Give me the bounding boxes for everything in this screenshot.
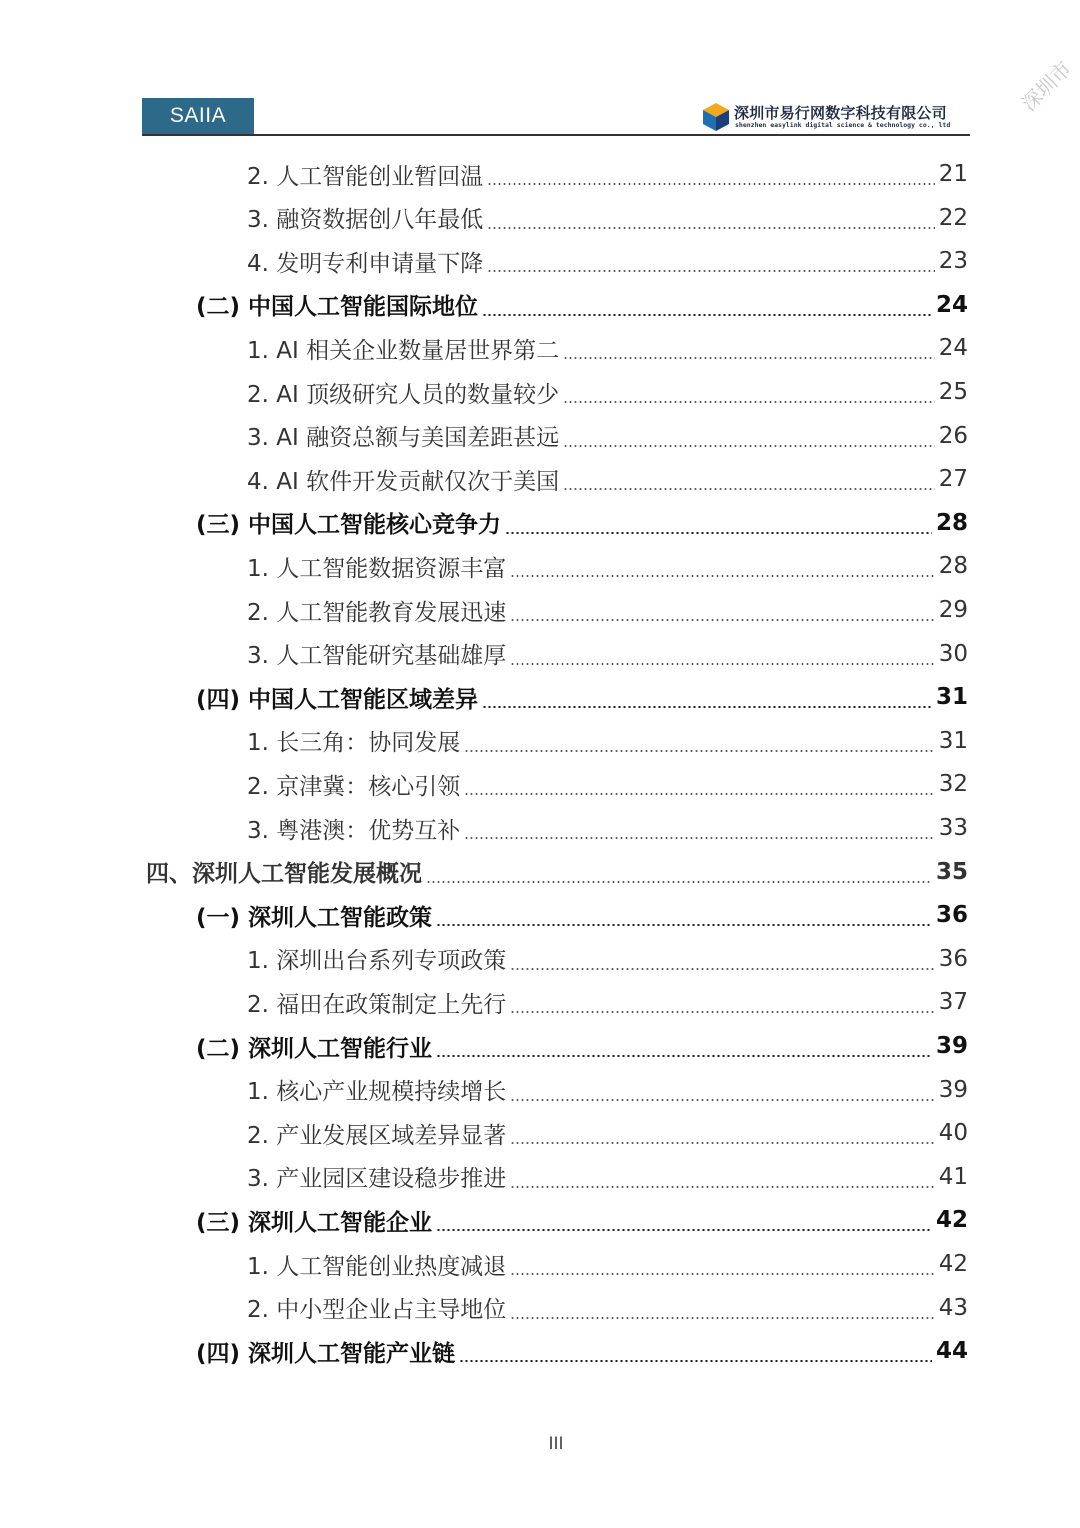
toc-entry[interactable] — [146, 850, 968, 894]
toc-entry-title: 3. 产业园区建设稳步推进 — [247, 1166, 507, 1193]
toc-leader-dots — [464, 793, 934, 795]
toc-entry-page: 42 — [935, 1207, 968, 1234]
toc-leader-dots — [436, 1229, 932, 1231]
toc-entry[interactable] — [247, 719, 968, 763]
toc-entry-page: 39 — [938, 1076, 968, 1103]
toc-entry[interactable] — [247, 937, 968, 981]
toc-entry[interactable] — [247, 457, 968, 501]
toc-entry-page: 25 — [938, 379, 968, 405]
toc-entry-page: 36 — [938, 945, 968, 972]
toc-leader-dots — [482, 706, 932, 708]
toc-entry[interactable] — [247, 196, 968, 240]
company-logo — [700, 100, 972, 134]
toc-entry-page: 42 — [938, 1251, 968, 1277]
toc-entry-page: 31 — [938, 727, 968, 754]
toc-entry-title: 2. 京津冀：核心引领 — [247, 773, 461, 800]
toc-entry-title: (二) 中国人工智能国际地位 — [196, 294, 479, 321]
company-name-en: shenzhen easylink digital science & technology co., ltd — [735, 121, 951, 129]
toc-entry-page: 24 — [938, 335, 968, 362]
toc-entry[interactable] — [247, 370, 968, 414]
toc-entry-title: (四) 中国人工智能区域差异 — [196, 686, 479, 713]
toc-leader-dots — [563, 357, 935, 359]
toc-leader-dots — [510, 1099, 934, 1101]
page-number: III — [548, 1434, 564, 1454]
toc-leader-dots — [510, 1273, 934, 1275]
toc-entry-page: 37 — [938, 989, 968, 1016]
toc-entry-page: 23 — [938, 248, 968, 275]
toc-entry[interactable] — [247, 1286, 968, 1330]
toc-leader-dots — [426, 881, 932, 883]
toc-entry[interactable] — [247, 806, 968, 850]
toc-entry[interactable] — [247, 1242, 968, 1286]
toc-leader-dots — [487, 183, 934, 185]
toc-entry-title: 1. 人工智能创业热度减退 — [247, 1253, 507, 1280]
watermark: 深圳市 — [1016, 56, 1077, 116]
toc-entry-title: 2. 福田在政策制定上先行 — [247, 991, 507, 1018]
toc-entry-page: 28 — [935, 509, 968, 536]
toc-entry-title: 四、深圳人工智能发展概况 — [146, 861, 422, 888]
toc-entry[interactable] — [247, 1111, 968, 1155]
toc-entry[interactable] — [247, 1155, 968, 1199]
toc-leader-dots — [510, 1186, 934, 1188]
toc-entry-title: 3. 人工智能研究基础雄厚 — [247, 643, 507, 670]
toc-entry-title: 2. 中小型企业占主导地位 — [247, 1297, 507, 1324]
toc-entry[interactable] — [196, 1329, 968, 1373]
toc-entry-page: 21 — [938, 161, 968, 187]
toc-leader-dots — [510, 663, 934, 665]
toc-leader-dots — [563, 401, 935, 403]
toc-leader-dots — [510, 575, 934, 577]
toc-entry[interactable] — [196, 893, 968, 937]
toc-entry[interactable] — [247, 1068, 968, 1112]
header-badge: SAIIA — [142, 98, 254, 134]
toc-entry-title: 3. 粤港澳：优势互补 — [247, 817, 461, 844]
toc-entry[interactable] — [247, 239, 968, 283]
toc-entry-page: 24 — [935, 291, 968, 318]
toc-leader-dots — [505, 532, 932, 534]
toc-leader-dots — [510, 1011, 934, 1013]
toc-leader-dots — [563, 445, 935, 447]
toc-entry[interactable] — [247, 152, 968, 196]
toc-entry[interactable] — [196, 501, 968, 545]
toc-leader-dots — [459, 1360, 932, 1362]
toc-entry-title: 4. AI 软件开发贡献仅次于美国 — [247, 468, 560, 495]
cube-logo-icon — [700, 100, 732, 132]
toc-entry-title: (二) 深圳人工智能行业 — [196, 1035, 433, 1062]
toc-entry-page: 31 — [935, 684, 968, 711]
toc-entry-page: 33 — [938, 815, 968, 841]
toc-entry-title: 1. 长三角：协同发展 — [247, 730, 461, 757]
header-rule — [142, 134, 970, 136]
toc-entry-title: 1. 人工智能数据资源丰富 — [247, 555, 507, 582]
toc-leader-dots — [436, 1055, 932, 1057]
toc-entry-page: 40 — [938, 1120, 968, 1147]
toc-entry-page: 22 — [938, 204, 968, 231]
toc-leader-dots — [563, 488, 935, 490]
toc-entry[interactable] — [247, 588, 968, 632]
toc-entry-title: 1. 核心产业规模持续增长 — [247, 1079, 507, 1106]
toc-entry[interactable] — [196, 675, 968, 719]
toc-entry-page: 27 — [938, 466, 968, 493]
toc-entry-page: 39 — [935, 1033, 968, 1059]
toc-entry-title: 2. 人工智能创业暂回温 — [247, 163, 484, 190]
toc-leader-dots — [487, 227, 934, 229]
toc-entry-page: 36 — [935, 902, 968, 929]
toc-entry-page: 44 — [935, 1338, 968, 1365]
toc-entry-title: 3. AI 融资总额与美国差距甚远 — [247, 425, 560, 452]
toc-entry[interactable] — [247, 762, 968, 806]
toc-entry-title: (四) 深圳人工智能产业链 — [196, 1340, 456, 1367]
toc-entry-title: 1. AI 相关企业数量居世界第二 — [247, 337, 560, 364]
toc-entry[interactable] — [196, 1198, 968, 1242]
company-name: 深圳市易行网数字科技有限公司 — [734, 104, 947, 122]
toc-entry-page: 28 — [938, 553, 968, 580]
toc-entry-page: 32 — [938, 771, 968, 798]
toc-entry-title: 2. AI 顶级研究人员的数量较少 — [247, 381, 560, 408]
toc-leader-dots — [510, 619, 934, 621]
toc-entry-page: 35 — [935, 858, 968, 885]
toc-leader-dots — [436, 924, 932, 926]
toc-leader-dots — [464, 750, 934, 752]
toc-leader-dots — [510, 968, 934, 970]
toc-entry[interactable] — [247, 544, 968, 588]
toc-leader-dots — [482, 314, 932, 316]
toc-leader-dots — [510, 1317, 934, 1319]
toc-entry[interactable] — [196, 283, 968, 327]
toc-entry-title: 2. 人工智能教育发展迅速 — [247, 599, 507, 626]
toc-entry-page: 43 — [938, 1294, 968, 1321]
toc-leader-dots — [487, 270, 934, 272]
toc-entry-title: 2. 产业发展区域差异显著 — [247, 1122, 507, 1149]
toc-leader-dots — [510, 1142, 934, 1144]
toc-entry-page: 30 — [938, 640, 968, 667]
toc-entry[interactable] — [247, 326, 968, 370]
toc-entry-title: (一) 深圳人工智能政策 — [196, 904, 433, 931]
toc-entry[interactable] — [247, 414, 968, 458]
toc-entry-page: 29 — [938, 597, 968, 623]
toc-entry-page: 26 — [938, 422, 968, 449]
toc-entry-title: (三) 深圳人工智能企业 — [196, 1209, 433, 1236]
toc-entry[interactable] — [247, 632, 968, 676]
toc-entry-title: 3. 融资数据创八年最低 — [247, 207, 484, 234]
toc-entry-title: 4. 发明专利申请量下降 — [247, 250, 484, 277]
toc-entry[interactable] — [196, 1024, 968, 1068]
toc-entry-page: 41 — [938, 1163, 968, 1190]
toc-entry-title: 1. 深圳出台系列专项政策 — [247, 948, 507, 975]
toc-entry-title: (三) 中国人工智能核心竞争力 — [196, 512, 502, 539]
toc-leader-dots — [464, 837, 934, 839]
toc-entry[interactable] — [247, 980, 968, 1024]
